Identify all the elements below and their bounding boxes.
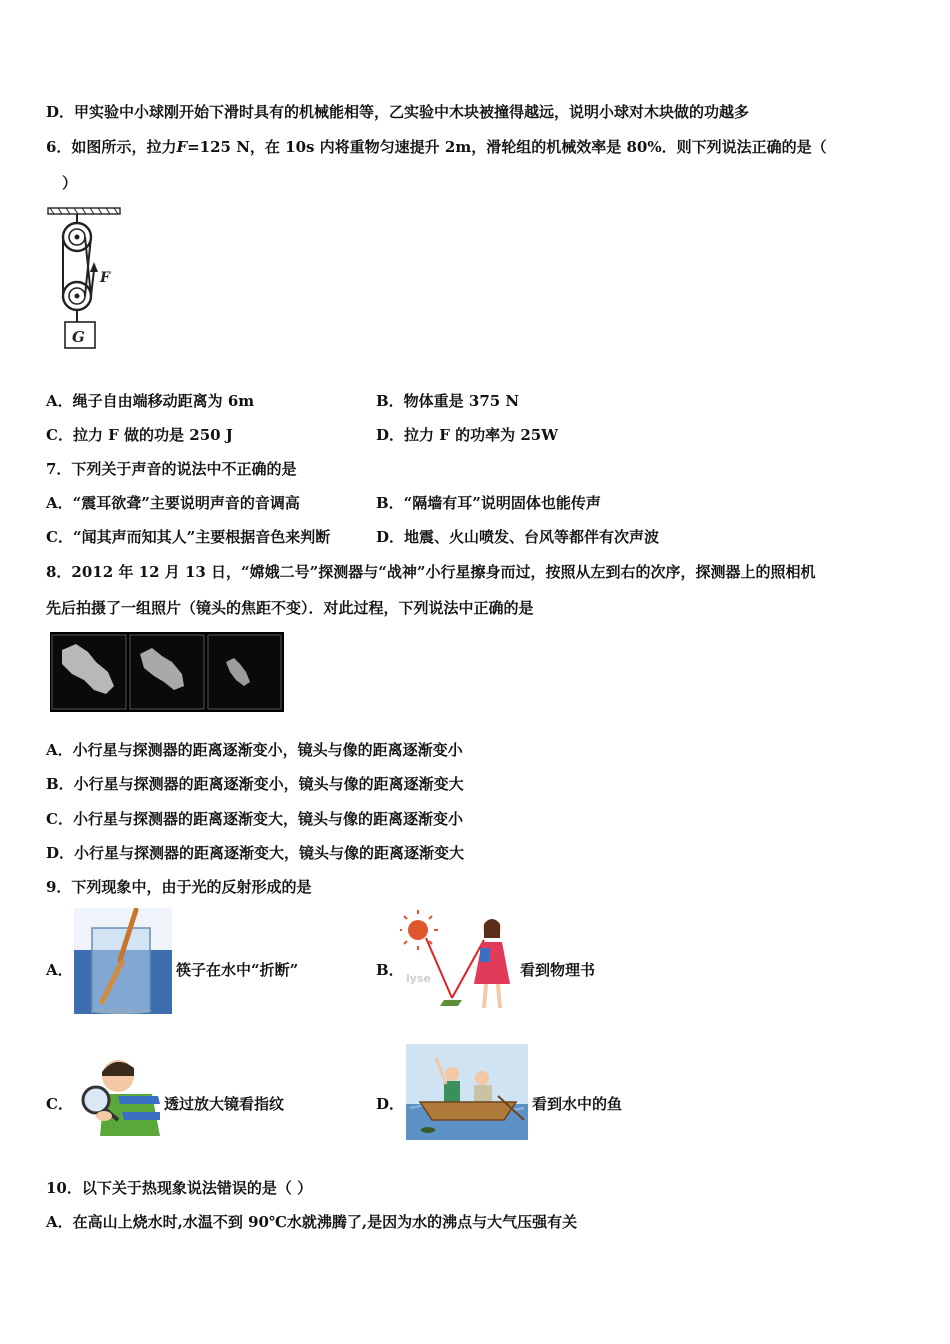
q9-text-a: 筷子在水中“折断” xyxy=(176,961,299,979)
chopsticks-in-water-image xyxy=(74,908,172,1014)
boat-fishing-image xyxy=(406,1044,528,1140)
q6-stem xyxy=(46,137,827,157)
q6-stem-pre: 6．如图所示，拉力 xyxy=(46,138,177,156)
faint-watermark: lyse xyxy=(406,972,431,985)
q8-option-c: C．小行星与探测器的距离逐渐变大，镜头与像的距离逐渐变小 xyxy=(46,810,463,828)
q9-label-c: C． xyxy=(46,1095,73,1113)
q9-label-a: A． xyxy=(46,961,73,979)
q8-option-d: D．小行星与探测器的距离逐渐变大，镜头与像的距离逐渐变大 xyxy=(46,844,465,862)
q9-stem: 9．下列现象中，由于光的反射形成的是 xyxy=(46,878,312,896)
q8-stem-line2: 先后拍摄了一组照片（镜头的焦距不变）．对此过程，下列说法中正确的是 xyxy=(46,599,534,617)
q6-option-a: A．绳子自由端移动距离为 6m xyxy=(46,392,255,410)
q10-stem: 10．以下关于热现象说法错误的是（ ） xyxy=(46,1179,313,1197)
q7-stem: 7．下列关于声音的说法中不正确的是 xyxy=(46,460,297,478)
q9-text-d: 看到水中的鱼 xyxy=(532,1095,623,1113)
q5-option-d: D．甲实验中小球刚开始下滑时具有的机械能相等，乙实验中木块被撞得越远，说明小球对木块做的功越多 xyxy=(46,103,750,121)
asteroid-photos xyxy=(50,632,284,712)
q8-option-b: B．小行星与探测器的距离逐渐变小，镜头与像的距离逐渐变大 xyxy=(46,775,464,793)
q7-option-a: A．“震耳欲聋”主要说明声音的音调高 xyxy=(46,494,300,512)
magnifying-glass-boy-image xyxy=(74,1054,164,1140)
q9-label-d: D． xyxy=(376,1095,405,1113)
q6-option-b: B．物体重是 375 N xyxy=(376,392,520,410)
q6-option-c: C．拉力 F 做的功是 250 J xyxy=(46,426,233,444)
q9-text-c: 透过放大镜看指纹 xyxy=(164,1095,285,1113)
q7-option-c: C．“闻其声而知其人”主要根据音色来判断 xyxy=(46,528,331,546)
q9-text-b: 看到物理书 xyxy=(520,961,596,979)
q8-stem-line1: 8．2012 年 12 月 13 日，“嫦娥二号”探测器与“战神”小行星擦身而过，按照从左到右的次序，探测器上的照相机 xyxy=(46,563,816,581)
q6-option-d: D．拉力 F 的功率为 25W xyxy=(376,426,559,444)
q9-label-b: B． xyxy=(376,961,404,979)
q7-option-d: D．地震、火山喷发、台风等都伴有次声波 xyxy=(376,528,660,546)
pulley-label-f: F xyxy=(100,270,110,286)
q6-stem-var: F xyxy=(176,138,188,156)
pulley-figure xyxy=(44,200,134,360)
q7-option-b: B．“隔墙有耳”说明固体也能传声 xyxy=(376,494,601,512)
q6-stem-close: ） xyxy=(62,174,78,192)
q8-option-a: A．小行星与探测器的距离逐渐变小，镜头与像的距离逐渐变小 xyxy=(46,741,463,759)
q6-stem-post: =125 N，在 10s 内将重物匀速提升 2m，滑轮组的机械效率是 80%．则下列说法正确的是（ xyxy=(187,138,827,156)
girl-reading-book-image xyxy=(400,908,518,1016)
q10-option-a: A．在高山上烧水时,水温不到 90℃水就沸腾了,是因为水的沸点与大气压强有关 xyxy=(46,1213,578,1231)
pulley-label-g: G xyxy=(72,328,85,346)
